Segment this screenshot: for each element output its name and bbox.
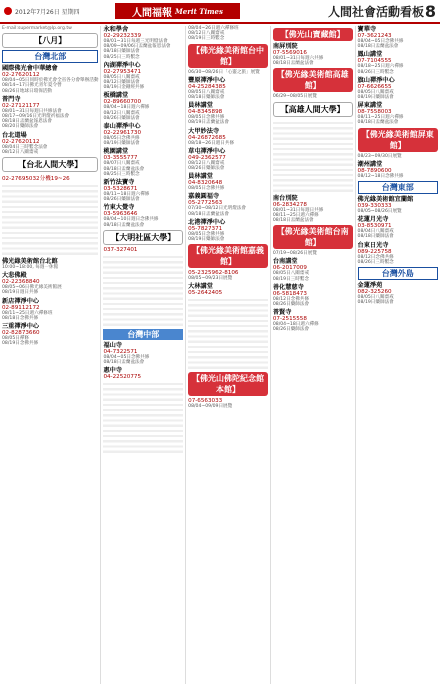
listing-entry xyxy=(273,43,353,66)
venue-name: 惠中寺 xyxy=(103,367,122,375)
event-line: 08/19日三時繫念 xyxy=(188,36,225,42)
event-line: 08/26日藥師法會 xyxy=(188,166,225,172)
event-line: 08/11~25日週六禪修班 xyxy=(2,310,53,316)
event-line: 08/19日藥師法會 xyxy=(103,141,140,147)
listing-entry xyxy=(2,132,98,155)
event-line: 08/11~25日週六禪修 xyxy=(357,115,404,121)
section-banner: 【佛光緣美術館屏東館】 xyxy=(358,128,438,152)
venue-name: 善化慧慈寺 xyxy=(272,283,304,291)
event-line: 08/05~08/26日展覽 xyxy=(357,209,402,215)
listing-entry xyxy=(188,128,268,146)
event-line: 07/30~08/12日光明燈法會 xyxy=(188,206,247,212)
listing-entry xyxy=(188,270,268,281)
listing-entry xyxy=(273,251,353,256)
listing-entry xyxy=(2,298,98,321)
event-line: 08/05日八關齋戒 xyxy=(103,74,140,80)
event-line: 08/26日藥師法會 xyxy=(103,115,140,121)
brand-subtitle: Merit Times xyxy=(175,6,223,16)
event-line: 08/26日三時繫念 xyxy=(357,259,394,265)
listing-entry xyxy=(273,94,353,99)
region-heading: 台灣東部 xyxy=(358,181,438,194)
column-1 xyxy=(0,26,101,684)
event-line: 08/18日盂蘭盆法會 xyxy=(357,120,399,126)
venue-phone: 02-22368840 xyxy=(2,279,40,286)
venue-name: 大林講堂 xyxy=(188,283,213,291)
section-banner: 【佛光緣美術館台南館】 xyxy=(273,225,353,249)
event-line: 08/04~05日念佛共修 xyxy=(103,354,150,360)
venue-phone: 037-327401 xyxy=(103,246,138,253)
venue-name: 員林講堂 xyxy=(188,173,213,181)
event-line: 08/04~18日週六禪修 xyxy=(103,105,150,111)
venue-phone: 07-5569016 xyxy=(272,50,307,56)
listing-entry xyxy=(358,242,438,265)
venue-phone: 06-2017009 xyxy=(272,265,307,272)
venue-phone: 05-2642405 xyxy=(188,290,223,297)
event-line: 08/04日八關齋戒 xyxy=(357,229,394,235)
venue-name: 南台別院 xyxy=(272,194,298,202)
event-line: 08/18日盂蘭盆法會 xyxy=(188,211,229,217)
event-line: 08/19日藥師法會 xyxy=(357,95,394,101)
listing-entry xyxy=(103,179,183,202)
venue-name: 普門寺 xyxy=(2,95,21,103)
header-date-area xyxy=(0,0,115,22)
event-line: 08/04~05日同時於佛光會全省各分會舉辦活動 xyxy=(2,78,99,84)
event-line: 08/01~31日每週三光明燈法會 xyxy=(103,39,168,44)
column-5 xyxy=(356,26,440,684)
event-line: 08/23~09/30日展覽 xyxy=(357,153,402,159)
event-line: 08/25日三時繫念 xyxy=(103,171,140,177)
venue-name: 福山寺 xyxy=(103,341,122,349)
event-line: 08/26日藥師法會 xyxy=(103,197,140,203)
venue-phone: 05-2325962-8106 xyxy=(188,270,239,277)
event-line: 07/19~08/26日展覽 xyxy=(272,251,317,257)
venue-phone: 07-6563033 xyxy=(188,398,223,405)
venue-name: 大悲佛殿 xyxy=(2,272,27,280)
listing-entry xyxy=(2,258,98,270)
venue-name: 台東日光寺 xyxy=(357,241,389,249)
venue-name: 內湖禪淨中心 xyxy=(103,61,141,69)
section-banner: 【八月】 xyxy=(2,33,98,48)
venue-name: 普賢寺 xyxy=(272,309,292,317)
listing-entry xyxy=(358,161,438,179)
event-line: 08/18日藥師法會 xyxy=(188,95,225,101)
venue-phone: 02-27620112 xyxy=(2,72,40,79)
venue-phone: 03-3555777 xyxy=(103,155,138,162)
listing-entry xyxy=(273,195,353,224)
event-text-block xyxy=(103,380,183,454)
listing-entry xyxy=(103,367,183,454)
event-line: 08/09~09/06日盂蘭盆報恩法會 xyxy=(103,44,171,50)
event-line: 08/18日盂蘭盆法會 xyxy=(103,166,145,172)
listing-entry xyxy=(188,102,268,125)
event-line: 08/19日三時繫念 xyxy=(272,276,310,282)
listing-entry xyxy=(103,204,183,227)
venue-name: 國際佛光會中華總會 xyxy=(2,65,58,73)
event-line: 06/30~08/26日「心靈之旅」展覽 xyxy=(188,69,260,75)
venue-phone: 08-7558003 xyxy=(357,109,392,116)
venue-phone: 049-2362577 xyxy=(188,154,226,161)
event-line: 08/05日念佛共修 xyxy=(103,136,140,142)
event-line: 08/18~26日週日共修 xyxy=(188,140,235,146)
section-banner: 【佛光緣美術館高雄館】 xyxy=(273,68,353,92)
venue-name: 佛光緣美術館宜蘭館 xyxy=(357,196,414,204)
venue-name: 寶華寺 xyxy=(357,26,377,33)
event-line: 08/26日藥師法會 xyxy=(272,327,310,333)
listing-entry xyxy=(103,62,183,91)
venue-name: 泰山禪淨中心 xyxy=(103,123,141,131)
venue-phone: 02-82873660 xyxy=(2,330,40,337)
event-line: 08/19日盂蘭盆法會 xyxy=(188,120,229,126)
section-banner: 【佛光緣美術館嘉義館】 xyxy=(188,244,268,268)
listing-entry xyxy=(2,96,98,130)
venue-name: 屏東講堂 xyxy=(357,102,383,110)
venue-name: 永和學舍 xyxy=(103,26,129,33)
listing-columns xyxy=(0,26,440,684)
venue-phone: 04-25284385 xyxy=(188,83,226,90)
event-line: 08/18日盂蘭盆法會 xyxy=(103,360,145,366)
event-line: 08/12日八關齋戒 xyxy=(188,160,225,166)
venue-name: 鳳山講堂 xyxy=(357,51,383,59)
listing-entry xyxy=(273,309,353,332)
contact-email: E-mail:supermarket@lp.org.tw xyxy=(2,26,72,31)
event-line: 08/19日念佛共修 xyxy=(2,341,39,347)
venue-phone: 06-5818473 xyxy=(272,290,307,297)
venue-phone: 05-7827371 xyxy=(188,225,223,232)
event-line: 08/12日八關齋戒 xyxy=(2,149,39,155)
venue-phone: 089-225758 xyxy=(357,248,392,255)
event-line: 08/07日八關齋戒 xyxy=(103,161,140,167)
bullet-icon xyxy=(4,7,12,15)
section-banner: 【佛光山寶藏館】 xyxy=(273,28,353,41)
section-banner: 【大明社區大學】 xyxy=(103,230,183,245)
listing-entry xyxy=(103,247,183,327)
venue-name: 大甲妙法寺 xyxy=(188,127,220,135)
venue-phone: 04-22520775 xyxy=(103,374,142,381)
event-line: 08/12~18日念佛共修 xyxy=(357,173,404,179)
venue-phone: 04-8320648 xyxy=(188,180,223,187)
event-line: 08/11~25日週六禪修 xyxy=(272,212,319,218)
event-line: 08/19日藥師法會 xyxy=(188,237,225,243)
listing-entry xyxy=(358,196,438,214)
venue-phone: 039-330333 xyxy=(357,203,392,210)
listing-entry xyxy=(273,119,353,193)
listing-entry xyxy=(188,398,268,409)
event-line: 08/04~26日週六禪修班 xyxy=(188,26,239,31)
listing-entry xyxy=(188,148,268,171)
listing-entry xyxy=(273,258,353,281)
region-heading: 台灣北部 xyxy=(2,50,98,63)
section-banner: 【高雄人間大學】 xyxy=(273,102,353,117)
listing-entry xyxy=(188,219,268,242)
section-banner: 【佛光緣美術館台中館】 xyxy=(188,44,268,68)
listing-entry xyxy=(2,272,98,295)
column-2 xyxy=(101,26,186,684)
venue-phone: 02-29232339 xyxy=(103,33,142,39)
event-line: 08/01~31日每週日共修 xyxy=(272,207,324,213)
event-line: 08/17~09/16日光明燈祈福法會 xyxy=(2,114,70,120)
event-line: 08/18~25日週六禪修 xyxy=(357,64,404,70)
event-line: 08/20日藥師法會 xyxy=(2,124,39,130)
masthead-logo xyxy=(115,3,240,19)
event-line: 10:00~18:00, 每週一休館 xyxy=(2,265,59,271)
venue-phone: 07-7104555 xyxy=(357,58,392,65)
venue-name: 桃園講堂 xyxy=(103,148,129,156)
venue-name: 金蓮淨苑 xyxy=(357,282,383,290)
venue-name: 草屯禪淨中心 xyxy=(188,147,226,155)
page-number: 8 xyxy=(424,2,436,21)
listing-entry xyxy=(358,102,438,125)
section-banner: 【台北人間大學】 xyxy=(2,157,98,172)
venue-phone: 04-8345898 xyxy=(188,109,223,116)
event-line: 08/18日盂蘭盆法會 xyxy=(272,218,314,224)
venue-name: 南屏別院 xyxy=(272,43,298,50)
venue-name: 花蓮月光寺 xyxy=(357,216,389,224)
event-line: 08/19日藥師法會 xyxy=(357,300,394,306)
event-line: 08/18日藥師法會 xyxy=(357,234,394,240)
venue-phone: 07-6626655 xyxy=(357,83,392,90)
listing-entry xyxy=(358,77,438,100)
venue-phone: 03-5963646 xyxy=(103,211,138,218)
venue-phone: 02-27953471 xyxy=(103,68,142,75)
venue-name: 竹東大覺寺 xyxy=(103,204,135,212)
event-line: 06/29~08/05日展覽 xyxy=(272,94,317,100)
section-banner: 【佛光山佛陀紀念館本館】 xyxy=(188,372,268,396)
venue-phone: 02-27620112 xyxy=(2,138,40,145)
venue-name: 旗山禪淨中心 xyxy=(357,76,395,84)
event-line: 08/18日盂蘭盆法會 xyxy=(103,222,145,228)
event-text-block xyxy=(188,296,268,370)
venue-name: 佛光緣美術館台北館 xyxy=(2,258,58,266)
region-heading: 台灣中部 xyxy=(103,329,183,340)
venue-phone: 06-2834278 xyxy=(272,201,307,208)
event-line: 08/05日八關齋戒 xyxy=(272,271,310,277)
venue-phone: 02-89112172 xyxy=(2,304,40,311)
event-line: 08/26日地球日環保活動 xyxy=(2,88,52,94)
section-title: 人間社會活動看板 xyxy=(327,4,424,19)
event-line: 08/04~09/09日展覽 xyxy=(188,404,233,410)
venue-name: 豐原禪淨中心 xyxy=(188,76,226,84)
column-3 xyxy=(186,26,271,684)
listing-entry xyxy=(358,26,438,49)
venue-phone: 04-7322571 xyxy=(103,348,138,355)
venue-name: 板橋講堂 xyxy=(103,92,129,100)
listing-entry xyxy=(103,92,183,121)
venue-phone: 08-7890600 xyxy=(357,167,392,174)
venue-phone: 02-22961730 xyxy=(103,130,142,137)
venue-phone: 05-2772563 xyxy=(188,200,223,207)
listing-entry xyxy=(358,282,438,305)
event-text-block xyxy=(273,119,353,193)
listing-entry xyxy=(273,284,353,307)
event-line: 08/12日藥師法會 xyxy=(103,80,140,86)
venue-name: 北港禪淨中心 xyxy=(188,218,226,226)
event-line: 08/12日八關齋戒 xyxy=(188,31,225,37)
event-text-block xyxy=(103,253,183,327)
event-line: 08/26日三時繫念 xyxy=(357,69,394,75)
event-line: 08/18日念佛共修 xyxy=(2,315,39,321)
region-heading: 台灣外島 xyxy=(358,267,438,280)
venue-name: 台北道場 xyxy=(2,131,27,139)
page-header xyxy=(0,0,440,22)
venue-name: 新竹法寶寺 xyxy=(103,179,135,187)
listing-entry xyxy=(103,148,183,177)
venue-name: 員林講堂 xyxy=(188,102,213,110)
venue-name: 新店禪淨中心 xyxy=(2,297,40,305)
event-line: 08/04日三時繫念法會 xyxy=(2,144,48,150)
event-line: 08/25日三時繫念 xyxy=(103,54,140,60)
event-line: 08/12日念佛共修 xyxy=(272,296,310,302)
event-line: 08/05日念佛共修 xyxy=(188,186,225,192)
listing-entry xyxy=(188,77,268,100)
venue-phone: 07-3621243 xyxy=(357,33,392,39)
listing-entry xyxy=(188,193,268,216)
event-line: 08/05日八關齋戒 xyxy=(357,89,394,95)
event-line: 08/05日念佛共修 xyxy=(188,231,225,237)
listing-entry xyxy=(358,51,438,74)
event-line: 08/18日盂蘭盆報恩法會 xyxy=(2,119,52,125)
listing-entry xyxy=(188,70,268,75)
brand-name: 人間福報 xyxy=(132,7,173,19)
event-line: 08/05~06日佛光緣美術館展 xyxy=(2,285,62,291)
column-4 xyxy=(271,26,356,684)
event-line: 08/18日盂蘭盆法會 xyxy=(357,44,399,50)
event-line: 08/18日盂蘭盆法會 xyxy=(272,61,314,67)
event-line: 08/01~31日每週六共修 xyxy=(272,56,324,61)
header-rule xyxy=(0,22,440,24)
event-line: 08/04~18日週六禪修 xyxy=(272,322,319,328)
event-line: 08/11~18日週六禪修 xyxy=(103,192,150,198)
event-line: 08/12日念佛共修 xyxy=(357,254,394,260)
venue-phone: 04-26872685 xyxy=(188,134,226,141)
event-line: 08/05日八關齋戒 xyxy=(357,295,394,301)
event-line: 08/18日藥師法會 xyxy=(103,49,140,55)
venue-phone: 082-325260 xyxy=(357,289,392,296)
event-line: 08/19日週日共修 xyxy=(2,290,39,296)
listing-entry xyxy=(103,26,183,60)
event-line: 08/14~17日佛光青年夏令營 xyxy=(2,83,62,89)
listing-entry xyxy=(358,216,438,239)
listing-entry xyxy=(2,323,98,346)
venue-phone: 02-27121177 xyxy=(2,102,40,109)
event-line: 08/04~10日週日念佛共修 xyxy=(103,217,159,223)
listing-entry xyxy=(358,154,438,159)
event-line: 08/05日禪修 xyxy=(2,336,30,342)
event-line: 08/01~31日每週日共修法會 xyxy=(2,108,62,114)
venue-name: 嘉義圓福寺 xyxy=(188,193,220,201)
event-line: 08/26日藥師法會 xyxy=(272,302,310,308)
venue-phone: 02-27695032分機19~26 xyxy=(2,176,70,183)
venue-phone: 03-8530971 xyxy=(357,223,392,230)
event-line: 08/19日金剛經共修 xyxy=(103,85,145,91)
listing-entry xyxy=(2,174,98,256)
event-text-block xyxy=(2,182,98,256)
listing-entry xyxy=(188,283,268,370)
event-line: 08/12日八關齋戒 xyxy=(103,110,140,116)
venue-name: 潮州講堂 xyxy=(357,160,383,168)
venue-phone: 02-89660700 xyxy=(103,99,142,106)
event-line: 08/04~05日念佛共修 xyxy=(357,39,404,44)
event-line: 08/05日八關齋戒 xyxy=(188,89,225,95)
venue-name: 台南講堂 xyxy=(272,258,298,266)
header-date: 2012年7月26日 星期四 xyxy=(15,8,80,16)
listing-entry xyxy=(103,123,183,146)
listing-entry xyxy=(103,342,183,365)
listing-entry xyxy=(188,26,268,42)
listing-entry xyxy=(188,173,268,191)
venue-name: 三重禪淨中心 xyxy=(2,323,40,331)
venue-phone: 03-5328671 xyxy=(103,186,138,193)
venue-phone: 07-2515558 xyxy=(272,316,307,323)
event-line: 08/05~09/23日展覽 xyxy=(188,276,233,282)
event-line: 08/05日念佛共修 xyxy=(188,115,225,121)
listing-entry xyxy=(2,65,98,94)
